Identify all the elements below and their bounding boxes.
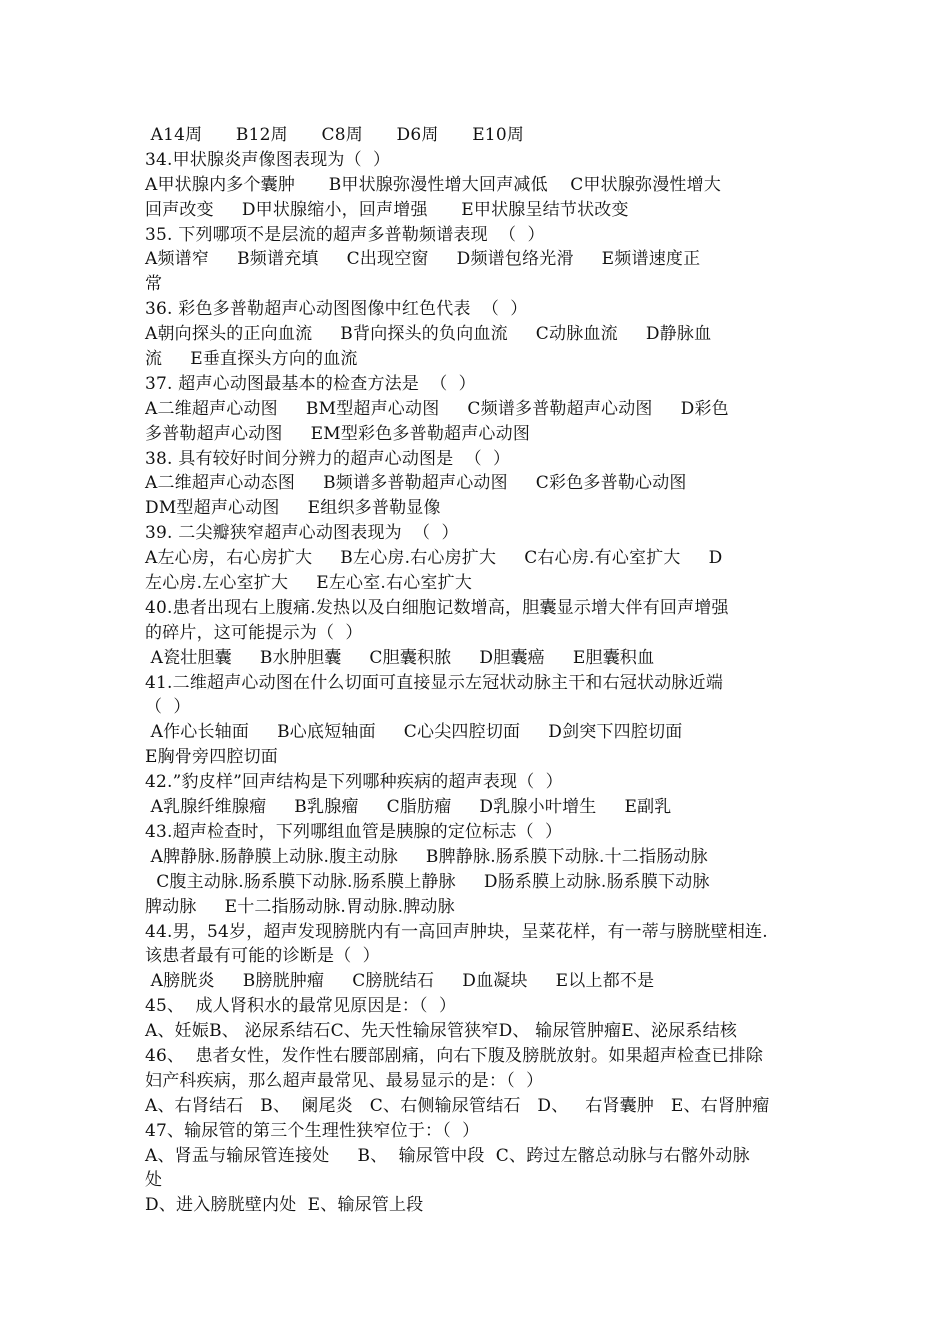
- text-line: A乳腺纤维腺瘤 B乳腺瘤 C脂肪瘤 D乳腺小叶增生 E副乳: [145, 797, 672, 818]
- question-47: 47、输尿管的第三个生理性狭窄位于：（ ）: [145, 1120, 480, 1141]
- text-line: A作心长轴面 B心底短轴面 C心尖四腔切面 D剑突下四腔切面: [145, 722, 683, 743]
- document-page: [145, 123, 813, 1218]
- text-line: A二维超声心动态图 B频谱多普勒超声心动图 C彩色多普勒心动图: [145, 473, 687, 494]
- question-37: 37. 超声心动图最基本的检查方法是 （ ）: [145, 373, 476, 394]
- text-line: A左心房，右心房扩大 B左心房.右心房扩大 C右心房.有心室扩大 D: [145, 548, 723, 569]
- text-line: A朝向探头的正向血流 B背向探头的负向血流 C动脉血流 D静脉血: [145, 324, 712, 345]
- text-line: A、右肾结石 B、 阑尾炎 C、右侧输尿管结石 D、 右肾囊肿 E、右肾肿瘤: [145, 1095, 770, 1116]
- text-line: A膀胱炎 B膀胱肿瘤 C膀胱结石 D血凝块 E以上都不是: [145, 971, 655, 992]
- question-40: 40.患者出现右上腹痛.发热以及白细胞记数增高，胆囊显示增大伴有回声增强: [145, 597, 729, 618]
- question-45: 45、 成人肾积水的最常见原因是：（ ）: [145, 996, 457, 1017]
- text-line: A脾静脉.肠静膜上动脉.腹主动脉 B脾静脉.肠系膜下动脉.十二指肠动脉: [145, 846, 708, 867]
- text-line: A14周 B12周 C8周 D6周 E10周: [145, 125, 525, 145]
- text-line: A、肾盂与输尿管连接处 B、 输尿管中段 C、跨过左髂总动脉与右髂外动脉: [145, 1145, 750, 1166]
- question-42: 42.”豹皮样”回声结构是下列哪种疾病的超声表现（ ）: [145, 772, 563, 793]
- text-line: 常: [145, 274, 163, 295]
- text-line: 脾动脉 E十二指肠动脉.胃动脉.脾动脉: [145, 896, 455, 917]
- question-36: 36. 彩色多普勒超声心动图图像中红色代表 （ ）: [145, 299, 528, 320]
- text-line: 流 E垂直探头方向的血流: [145, 349, 358, 370]
- text-line: 回声改变 D甲状腺缩小，回声增强 E甲状腺呈结节状改变: [145, 199, 629, 220]
- text-line: A频谱窄 B频谱充填 C出现空窗 D频谱包络光滑 E频谱速度正: [145, 249, 701, 270]
- text-line: （ ）: [145, 697, 191, 718]
- text-line: DM型超声心动图 E组织多普勒显像: [145, 498, 441, 519]
- question-34: 34.甲状腺炎声像图表现为（ ）: [145, 149, 391, 170]
- text-line: A甲状腺内多个囊肿 B甲状腺弥漫性增大回声减低 C甲状腺弥漫性增大: [145, 174, 722, 195]
- text-line: 该患者最有可能的诊断是（ ）: [145, 946, 380, 967]
- text-line: A瓷壮胆囊 B水肿胆囊 C胆囊积脓 D胆囊癌 E胆囊积血: [145, 647, 655, 668]
- text-line: 左心房.左心室扩大 E左心室.右心室扩大: [145, 573, 473, 594]
- question-46: 46、 患者女性，发作性右腰部剧痛，向右下腹及膀胱放射。如果超声检查已排除: [145, 1045, 764, 1066]
- text-line: A、妊娠B、 泌尿系结石C、先天性输尿管狭窄D、 输尿管肿瘤E、泌尿系结核: [145, 1021, 738, 1042]
- text-line: A二维超声心动图 BM型超声心动图 C频谱多普勒超声心动图 D彩色: [145, 398, 729, 419]
- question-41: 41.二维超声心动图在什么切面可直接显示左冠状动脉主干和右冠状动脉近端: [145, 672, 724, 693]
- question-38: 38. 具有较好时间分辨力的超声心动图是 （ ）: [145, 448, 511, 469]
- question-44: 44.男，54岁，超声发现膀胱内有一高回声肿块，呈菜花样，有一蒂与膀胱壁相连.: [145, 921, 768, 942]
- text-line: E胸骨旁四腔切面: [145, 747, 279, 768]
- text-line: 妇产科疾病，那么超声最常见、最易显示的是：（ ）: [145, 1070, 544, 1091]
- question-35: 35. 下列哪项不是层流的超声多普勒频谱表现 （ ）: [145, 224, 545, 245]
- text-line: C腹主动脉.肠系膜下动脉.肠系膜上静脉 D肠系膜上动脉.肠系膜下动脉: [145, 871, 710, 892]
- text-line: 多普勒超声心动图 EM型彩色多普勒超声心动图: [145, 423, 531, 444]
- text-line: D、进入膀胱壁内处 E、输尿管上段: [145, 1195, 424, 1216]
- text-line: 的碎片，这可能提示为（ ）: [145, 622, 363, 643]
- question-39: 39. 二尖瓣狭窄超声心动图表现为 （ ）: [145, 523, 459, 544]
- text-line: 处: [145, 1170, 163, 1191]
- question-43: 43.超声检查时，下列哪组血管是胰腺的定位标志（ ）: [145, 821, 563, 842]
